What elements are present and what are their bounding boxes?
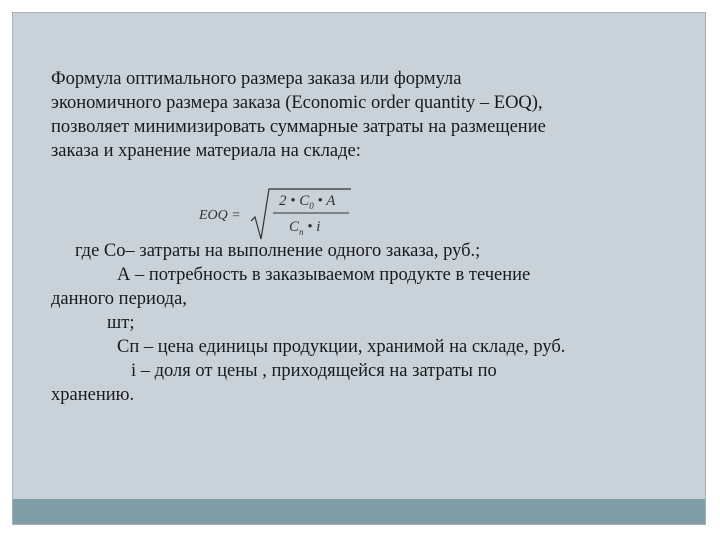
bottom-bar xyxy=(13,499,705,524)
formula-lhs: EOQ = xyxy=(199,208,241,223)
slide xyxy=(12,12,706,525)
formula-denominator: $C_п$ • i xyxy=(289,219,321,237)
definition-c0: где Со– затраты на выполнение одного заказа, руб.; xyxy=(75,241,481,261)
formula-numerator: 2 • $C_0$ • A xyxy=(279,193,336,211)
definition-unit: шт; xyxy=(107,313,135,333)
intro-line-4: заказа и хранение материала на складе: xyxy=(51,141,361,161)
definition-a-cont: данного периода, xyxy=(51,289,187,309)
definition-i-cont: хранению. xyxy=(51,385,135,405)
definition-cn: Сп – цена единицы продукции, хранимой на складе, руб. xyxy=(117,337,566,357)
intro-line-3: позволяет минимизировать суммарные затраты на размещение xyxy=(51,117,546,137)
intro-line-2: экономичного размера заказа (Economic order quantity – EOQ), xyxy=(51,93,543,113)
intro-line-1: Формула оптимального размера заказа или формула xyxy=(51,69,462,89)
definition-i: i – доля от цены , приходящейся на затраты по xyxy=(131,361,497,381)
eoq-formula xyxy=(199,183,359,243)
definition-a: А – потребность в заказываемом продукте в течение xyxy=(117,265,531,285)
